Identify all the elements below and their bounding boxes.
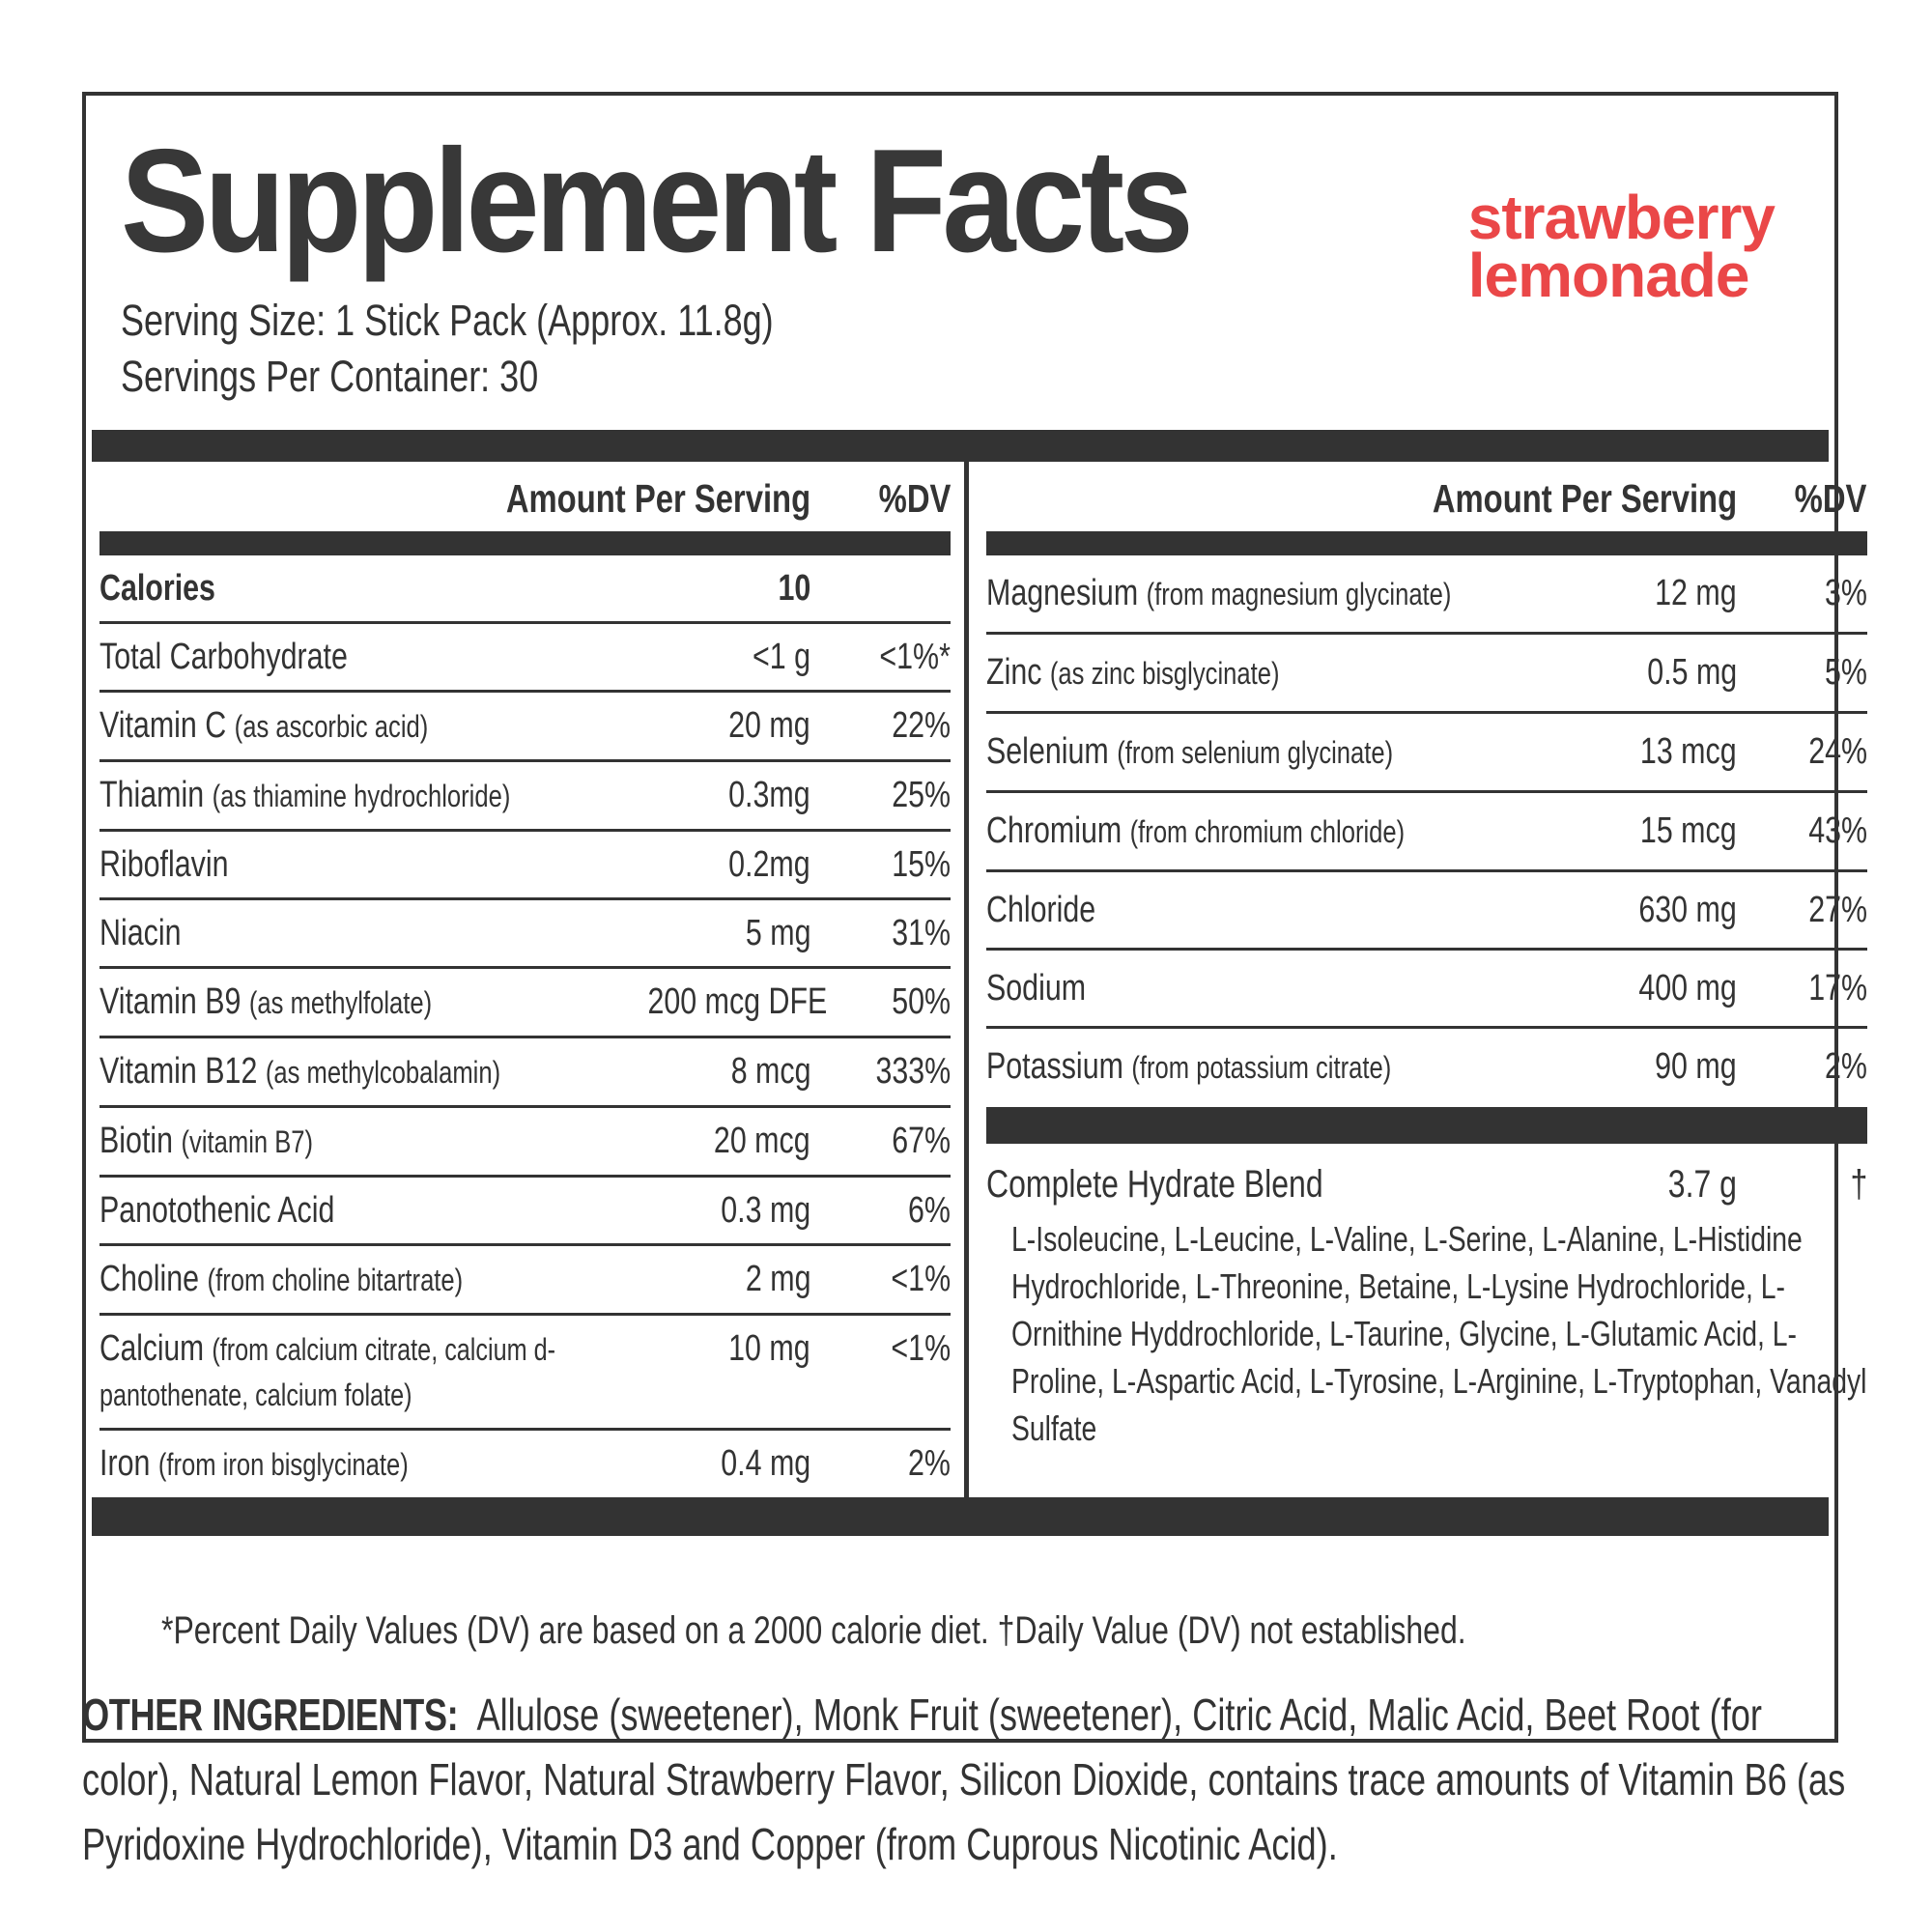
- nutrient-dv: 31%: [892, 913, 951, 953]
- nutrient-amount: 15 mcg: [1640, 810, 1737, 851]
- divider-bar-header-left: [99, 531, 951, 555]
- nutrient-source: (as ascorbic acid): [234, 709, 429, 744]
- nutrient-row-panotothenic-acid: [99, 1175, 951, 1243]
- nutrient-source: (from potassium citrate): [1131, 1050, 1392, 1085]
- nutrient-name: Riboflavin: [99, 844, 229, 885]
- nutrient-source: (from calcium citrate, calcium d-pantothenate, calcium folate): [99, 1332, 556, 1412]
- divider-bar-bottom: [92, 1497, 1829, 1536]
- nutrient-source: (as zinc bisglycinate): [1049, 656, 1280, 691]
- nutrient-name: Sodium: [986, 968, 1087, 1009]
- nutrient-row-chromium: [986, 790, 1867, 869]
- nutrient-amount: 20 mg: [728, 705, 810, 746]
- nutrient-amount: 0.4 mg: [721, 1443, 810, 1484]
- nutrient-name: Vitamin B12: [99, 1051, 258, 1092]
- other-ingredients-text: Allulose (sweetener), Monk Fruit (sweetener), Citric Acid, Malic Acid, Beet Root (for color), Natural Lemon Flavor, Natural Strawberry Flavor, Silicon Dioxide, contains trace amounts of Vitamin B6 (as Pyridoxine Hydrochloride), Vitamin D3 and Copper (from Cuprous Nicotinic Acid).: [82, 1690, 1846, 1869]
- nutrient-name: Total Carbohydrate: [99, 637, 348, 677]
- nutrient-dv: 50%: [892, 981, 951, 1022]
- nutrient-name: Chromium: [986, 810, 1122, 851]
- flavor-line-2: lemonade: [1467, 241, 1749, 310]
- nutrient-name: Calcium: [99, 1328, 205, 1369]
- nutrient-amount: 5 mg: [745, 913, 810, 953]
- nutrient-name: Vitamin C: [99, 705, 227, 746]
- nutrient-dv: <1%: [891, 1259, 951, 1299]
- nutrient-amount: 0.5 mg: [1646, 652, 1737, 693]
- blend-amount: 3.7 g: [1667, 1163, 1737, 1206]
- nutrient-source: (vitamin B7): [181, 1124, 314, 1159]
- nutrient-amount: 90 mg: [1655, 1046, 1737, 1087]
- facts-column-right: [969, 462, 1877, 1497]
- nutrient-dv: <1%*: [879, 637, 951, 677]
- dv-footnote: *Percent Daily Values (DV) are based on a 2000 calorie diet. †Daily Value (DV) not established.: [161, 1609, 1467, 1652]
- servings-per-container: Servings Per Container: 30: [121, 352, 539, 401]
- column-header-left: [99, 462, 951, 531]
- flavor-line-1: strawberry: [1467, 183, 1775, 252]
- nutrient-row-vitamin-b9: [99, 966, 951, 1036]
- nutrient-row-riboflavin: [99, 829, 951, 897]
- nutrient-row-calcium: [99, 1313, 951, 1428]
- nutrient-dv: 333%: [875, 1051, 951, 1092]
- nutrient-amount: 630 mg: [1638, 890, 1737, 930]
- nutrient-dv: 24%: [1807, 731, 1867, 772]
- nutrient-row-sodium: [986, 948, 1867, 1026]
- nutrient-name: Chloride: [986, 890, 1096, 930]
- nutrient-row-vitamin-c: [99, 690, 951, 759]
- facts-columns: [92, 462, 1867, 1497]
- nutrient-amount: 200 mcg DFE: [647, 981, 828, 1022]
- nutrient-row-calories: [99, 555, 951, 621]
- nutrient-dv: 6%: [908, 1190, 951, 1231]
- nutrient-dv: <1%: [891, 1328, 951, 1369]
- column-header-right: [986, 462, 1867, 531]
- header-percent-dv: %DV: [1795, 476, 1867, 521]
- divider-bar-header-right: [986, 531, 1867, 555]
- nutrient-dv: 2%: [1824, 1046, 1867, 1087]
- nutrient-name: Panotothenic Acid: [99, 1190, 335, 1231]
- nutrient-row-vitamin-b12: [99, 1036, 951, 1105]
- nutrient-name: Potassium: [986, 1046, 1123, 1087]
- nutrient-row-choline: [99, 1243, 951, 1313]
- blend-ingredients: L-Isoleucine, L-Leucine, L-Valine, L-Serine, L-Alanine, L-Histidine Hydrochloride, L-Threonine, Betaine, L-Lysine Hydrochloride, L-Ornithine Hyddrochloride, L-Taurine, Glycine, L-Glutamic Acid, L-Proline, L-Aspartic Acid, L-Tyrosine, L-Arginine, L-Tryptophan, Vanadyl Sulfate: [1011, 1219, 1867, 1448]
- nutrient-amount: 10 mg: [728, 1328, 810, 1369]
- nutrient-source: (from chromium chloride): [1129, 814, 1406, 849]
- nutrient-row-potassium: [986, 1026, 1867, 1105]
- facts-column-left: [92, 462, 969, 1497]
- panel-header: [86, 96, 1834, 430]
- nutrient-dv: 3%: [1824, 573, 1867, 613]
- nutrient-row-magnesium: [986, 555, 1867, 632]
- nutrient-name: Selenium: [986, 731, 1109, 772]
- nutrient-row-iron: [99, 1428, 951, 1497]
- nutrient-row-thiamin: [99, 759, 951, 829]
- nutrient-dv: 2%: [908, 1443, 951, 1484]
- nutrient-amount: <1 g: [752, 637, 810, 677]
- nutrient-amount: 0.3 mg: [721, 1190, 810, 1231]
- nutrient-amount: 0.3mg: [728, 775, 810, 815]
- nutrient-name: Magnesium: [986, 573, 1139, 613]
- nutrient-amount: 10: [778, 568, 810, 609]
- nutrient-dv: 67%: [892, 1121, 951, 1161]
- header-amount-per-serving: Amount Per Serving: [1432, 476, 1737, 521]
- nutrient-amount: 400 mg: [1638, 968, 1737, 1009]
- nutrient-amount: 20 mcg: [714, 1121, 810, 1161]
- nutrient-amount: 0.2mg: [728, 844, 810, 885]
- nutrient-amount: 13 mcg: [1640, 731, 1737, 772]
- page-title: Supplement Facts: [121, 119, 1190, 283]
- nutrient-row-chloride: [986, 869, 1867, 948]
- blend-name: Complete Hydrate Blend: [986, 1163, 1323, 1206]
- nutrient-row-niacin: [99, 897, 951, 966]
- blend-row: [986, 1144, 1867, 1213]
- nutrient-name: Niacin: [99, 913, 182, 953]
- nutrient-source: (from magnesium glycinate): [1146, 577, 1452, 611]
- nutrient-source: (from choline bitartrate): [207, 1263, 464, 1297]
- nutrient-source: (from iron bisglycinate): [157, 1447, 409, 1482]
- nutrient-row-zinc: [986, 632, 1867, 711]
- nutrient-name: Vitamin B9: [99, 981, 242, 1022]
- nutrient-source: (as methylfolate): [248, 985, 433, 1020]
- nutrient-dv: 25%: [892, 775, 951, 815]
- divider-bar-blend: [986, 1107, 1867, 1144]
- nutrient-row-total-carbohydrate: [99, 621, 951, 690]
- nutrient-dv: 43%: [1807, 810, 1867, 851]
- nutrient-dv: 5%: [1824, 652, 1867, 693]
- nutrient-dv: 17%: [1807, 968, 1867, 1009]
- nutrient-name: Biotin: [99, 1121, 174, 1161]
- nutrient-name: Zinc: [986, 652, 1042, 693]
- nutrient-name: Calories: [99, 568, 215, 609]
- header-percent-dv: %DV: [878, 476, 951, 521]
- nutrient-dv: 27%: [1807, 890, 1867, 930]
- header-amount-per-serving: Amount Per Serving: [505, 476, 810, 521]
- nutrient-amount: 2 mg: [745, 1259, 810, 1299]
- nutrient-name: Choline: [99, 1259, 200, 1299]
- nutrient-row-biotin: [99, 1105, 951, 1175]
- other-ingredients: [82, 1683, 1850, 1877]
- nutrient-row-selenium: [986, 711, 1867, 790]
- divider-bar-top: [92, 430, 1829, 462]
- other-ingredients-label: OTHER INGREDIENTS:: [82, 1690, 459, 1740]
- nutrient-name: Iron: [99, 1443, 151, 1484]
- nutrient-dv: 15%: [892, 844, 951, 885]
- nutrient-amount: 12 mg: [1655, 573, 1737, 613]
- supplement-facts-panel: [82, 92, 1867, 1743]
- nutrient-source: (from selenium glycinate): [1117, 735, 1394, 770]
- flavor-name: [1467, 183, 1775, 310]
- nutrient-source: (as thiamine hydrochloride): [212, 779, 511, 813]
- nutrient-dv: 22%: [892, 705, 951, 746]
- nutrient-amount: 8 mcg: [730, 1051, 810, 1092]
- nutrient-name: Thiamin: [99, 775, 205, 815]
- serving-size: Serving Size: 1 Stick Pack (Approx. 11.8g): [121, 296, 774, 345]
- nutrient-source: (as methylcobalamin): [265, 1055, 501, 1090]
- blend-dv-dagger: †: [1849, 1163, 1867, 1206]
